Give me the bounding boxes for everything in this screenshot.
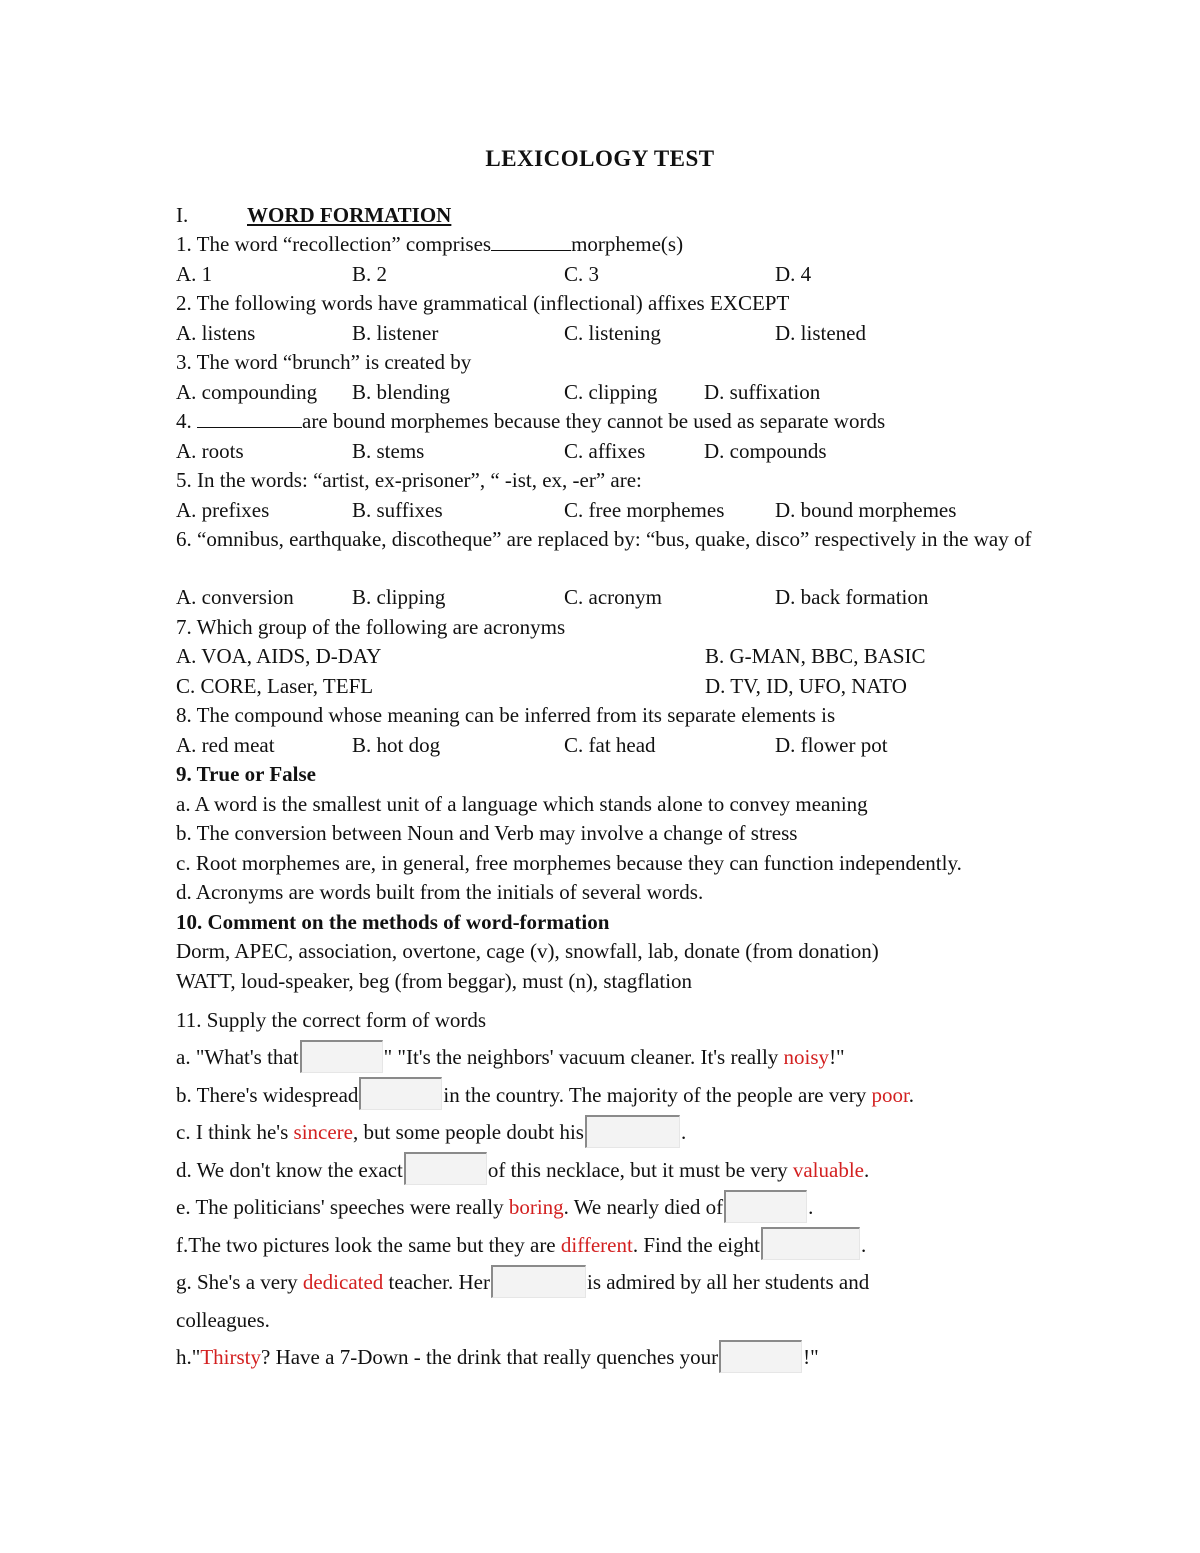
question-7: 7. Which group of the following are acronyms xyxy=(176,614,566,639)
option-b: B. stems xyxy=(352,438,425,463)
question-6: 6. “omnibus, earthquake, discotheque” are replaced by: “bus, quake, disco” respectively in the way of xyxy=(176,527,1032,551)
option-b: B. hot dog xyxy=(352,732,441,757)
question-2: 2. The following words have grammatical (inflectional) affixes EXCEPT xyxy=(176,291,790,315)
question-7-options-row-1 xyxy=(176,642,1076,672)
option-b: B. 2 xyxy=(352,261,388,286)
true-false-item: a. A word is the smallest unit of a language which stands alone to convey meaning xyxy=(176,791,868,816)
fill-item-g-continued: colleagues. xyxy=(176,1307,270,1332)
option-b: B. suffixes xyxy=(352,497,443,522)
fill-item-d: d. We don't know the exact of this necklace, but it must be very valuable. xyxy=(176,1152,1076,1190)
fill-item-g: g. She's a very dedicated teacher. Her is admired by all her students and xyxy=(176,1264,1076,1302)
question-11-heading: 11. Supply the correct form of words xyxy=(176,1008,487,1032)
option-c: C. fat head xyxy=(564,732,656,757)
question-5-options xyxy=(176,496,1076,526)
answer-blank xyxy=(491,231,571,251)
question-9-heading: 9. True or False xyxy=(176,762,316,786)
emphasis-word: boring xyxy=(508,1195,564,1219)
question-1: 1. The word “recollection” comprises morpheme(s) xyxy=(176,232,684,256)
answer-box-a[interactable] xyxy=(300,1040,383,1073)
question-6-options xyxy=(176,583,1076,613)
option-d: D. suffixation xyxy=(704,379,821,404)
question-2-options xyxy=(176,319,1076,349)
option-a: A. red meat xyxy=(176,732,275,757)
section-number: I. xyxy=(176,203,189,227)
option-c: C. free morphemes xyxy=(564,497,725,522)
option-a: A. 1 xyxy=(176,261,213,286)
fill-item-e: e. The politicians' speeches were really boring. We nearly died of . xyxy=(176,1189,1076,1227)
option-b: B. listener xyxy=(352,320,439,345)
option-d: D. compounds xyxy=(704,438,827,463)
answer-box-h[interactable] xyxy=(719,1340,802,1373)
question-7-options-row-2 xyxy=(176,672,1076,702)
word-list-line: Dorm, APEC, association, overtone, cage (v), snowfall, lab, donate (from donation) xyxy=(176,939,879,963)
true-false-item: b. The conversion between Noun and Verb may involve a change of stress xyxy=(176,821,798,845)
option-a: A. VOA, AIDS, D-DAY xyxy=(176,644,382,668)
emphasis-word: sincere xyxy=(293,1120,353,1144)
fill-item-a: a. "What's that " "It's the neighbors' vacuum cleaner. It's really noisy!" xyxy=(176,1039,1076,1077)
section-label: WORD FORMATION xyxy=(247,203,452,227)
answer-box-f[interactable] xyxy=(761,1227,860,1260)
option-d: D. 4 xyxy=(775,261,812,286)
question-8-options xyxy=(176,731,1076,761)
emphasis-word: dedicated xyxy=(302,1270,384,1294)
test-page xyxy=(176,140,1076,1377)
question-8: 8. The compound whose meaning can be inferred from its separate elements is xyxy=(176,703,836,727)
option-a: A. prefixes xyxy=(176,497,270,522)
fill-item-f: f.The two pictures look the same but they are different. Find the eight . xyxy=(176,1227,1076,1265)
emphasis-word: valuable xyxy=(792,1157,864,1182)
question-4: 4. are bound morphemes because they cannot be used as separate words xyxy=(176,409,886,433)
answer-box-c[interactable] xyxy=(585,1115,680,1148)
page-title: LEXICOLOGY TEST xyxy=(485,146,715,171)
section-heading xyxy=(176,200,1076,230)
word-list-line: WATT, loud-speaker, beg (from beggar), must (n), stagflation xyxy=(176,968,693,993)
option-c: C. affixes xyxy=(564,438,646,463)
option-c: C. 3 xyxy=(564,261,600,286)
option-b: B. clipping xyxy=(352,585,446,609)
emphasis-word: poor xyxy=(871,1082,909,1107)
question-5: 5. In the words: “artist, ex-prisoner”, “ -ist, ex, -er” are: xyxy=(176,468,642,492)
option-c: C. acronym xyxy=(564,585,662,609)
emphasis-word: noisy xyxy=(783,1045,830,1069)
option-a: A. listens xyxy=(176,320,256,345)
true-false-item: d. Acronyms are words built from the initials of several words. xyxy=(176,880,704,904)
option-d: D. flower pot xyxy=(775,732,888,757)
fill-item-b: b. There's widespread in the country. The majority of the people are very poor. xyxy=(176,1077,1076,1115)
option-d: D. bound morphemes xyxy=(775,497,957,522)
answer-box-g[interactable] xyxy=(491,1265,586,1298)
answer-box-d[interactable] xyxy=(404,1152,487,1185)
emphasis-word: different xyxy=(560,1232,633,1257)
question-3-options xyxy=(176,378,1076,408)
option-c: C. CORE, Laser, TEFL xyxy=(176,673,374,698)
question-4-options xyxy=(176,437,1076,467)
option-c: C. listening xyxy=(564,320,661,345)
fill-item-c: c. I think he's sincere, but some people doubt his . xyxy=(176,1114,1076,1152)
answer-blank xyxy=(197,408,302,428)
answer-box-e[interactable] xyxy=(724,1190,807,1223)
fill-item-h: h."Thirsty? Have a 7-Down - the drink that really quenches your !" xyxy=(176,1339,1076,1377)
option-a: A. compounding xyxy=(176,379,318,404)
option-d: D. back formation xyxy=(775,585,929,609)
question-1-options xyxy=(176,260,1076,290)
option-a: A. roots xyxy=(176,438,244,463)
option-b: B. blending xyxy=(352,379,450,404)
true-false-item: c. Root morphemes are, in general, free morphemes because they can function independently. xyxy=(176,850,962,875)
question-10-heading: 10. Comment on the methods of word-formation xyxy=(176,909,610,934)
option-d: D. TV, ID, UFO, NATO xyxy=(705,673,907,698)
emphasis-word: Thirsty xyxy=(200,1345,261,1369)
option-d: D. listened xyxy=(775,320,866,345)
option-b: B. G-MAN, BBC, BASIC xyxy=(705,644,926,668)
option-a: A. conversion xyxy=(176,585,294,609)
option-c: C. clipping xyxy=(564,379,658,404)
question-3: 3. The word “brunch” is created by xyxy=(176,350,472,374)
answer-box-b[interactable] xyxy=(359,1077,442,1110)
